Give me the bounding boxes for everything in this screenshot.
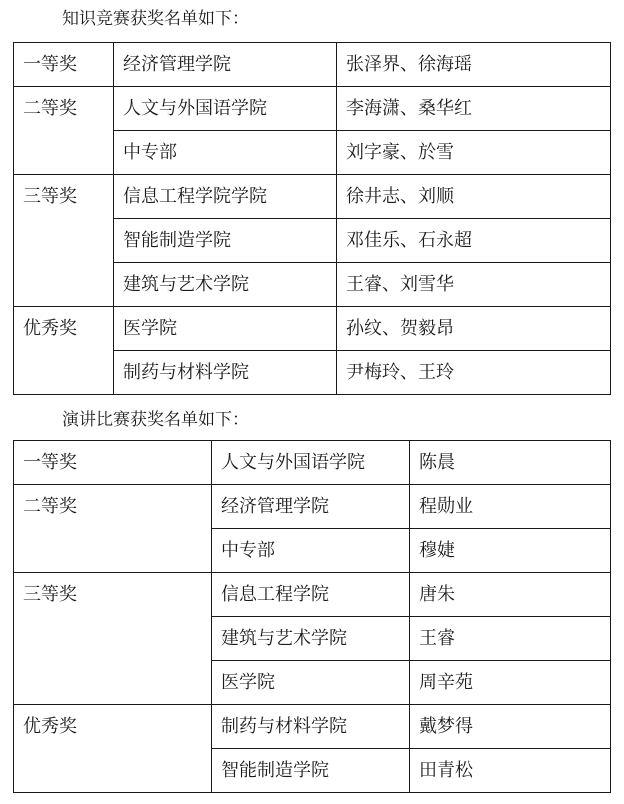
table-row bbox=[14, 87, 611, 131]
winners-cell: 唐朱 bbox=[410, 573, 611, 617]
knowledge-contest-heading: 知识竞赛获奖名单如下： bbox=[62, 9, 249, 29]
college-cell: 经济管理学院 bbox=[114, 43, 337, 87]
table-row bbox=[14, 485, 611, 529]
college-cell: 制药与材料学院 bbox=[114, 351, 337, 395]
rank-excellence-prize: 优秀奖 bbox=[14, 705, 212, 793]
winners-cell: 陈晨 bbox=[410, 441, 611, 485]
college-cell: 建筑与艺术学院 bbox=[212, 617, 410, 661]
knowledge-contest-table bbox=[13, 42, 611, 395]
college-cell: 人文与外国语学院 bbox=[212, 441, 410, 485]
winners-cell: 张泽界、徐海瑶 bbox=[337, 43, 611, 87]
winners-cell: 刘字豪、於雪 bbox=[337, 131, 611, 175]
college-cell: 信息工程学院学院 bbox=[114, 175, 337, 219]
college-cell: 医学院 bbox=[114, 307, 337, 351]
rank-third-prize: 三等奖 bbox=[14, 175, 114, 307]
winners-cell: 邓佳乐、石永超 bbox=[337, 219, 611, 263]
college-cell: 经济管理学院 bbox=[212, 485, 410, 529]
winners-cell: 周辛苑 bbox=[410, 661, 611, 705]
winners-cell: 戴梦得 bbox=[410, 705, 611, 749]
winners-cell: 王睿 bbox=[410, 617, 611, 661]
college-cell: 中专部 bbox=[212, 529, 410, 573]
college-cell: 中专部 bbox=[114, 131, 337, 175]
college-cell: 智能制造学院 bbox=[212, 749, 410, 793]
table-row bbox=[14, 175, 611, 219]
table-row bbox=[14, 43, 611, 87]
rank-first-prize: 一等奖 bbox=[14, 441, 212, 485]
rank-excellence-prize: 优秀奖 bbox=[14, 307, 114, 395]
college-cell: 医学院 bbox=[212, 661, 410, 705]
college-cell: 制药与材料学院 bbox=[212, 705, 410, 749]
table-row bbox=[14, 307, 611, 351]
winners-cell: 李海潇、桑华红 bbox=[337, 87, 611, 131]
winners-cell: 穆婕 bbox=[410, 529, 611, 573]
college-cell: 建筑与艺术学院 bbox=[114, 263, 337, 307]
college-cell: 智能制造学院 bbox=[114, 219, 337, 263]
winners-cell: 王睿、刘雪华 bbox=[337, 263, 611, 307]
winners-cell: 尹梅玲、王玲 bbox=[337, 351, 611, 395]
speech-contest-table bbox=[13, 440, 611, 793]
table-row bbox=[14, 705, 611, 749]
speech-contest-heading: 演讲比赛获奖名单如下： bbox=[62, 410, 249, 430]
college-cell: 人文与外国语学院 bbox=[114, 87, 337, 131]
winners-cell: 程勋业 bbox=[410, 485, 611, 529]
rank-second-prize: 二等奖 bbox=[14, 87, 114, 175]
table-row bbox=[14, 441, 611, 485]
rank-second-prize: 二等奖 bbox=[14, 485, 212, 573]
college-cell: 信息工程学院 bbox=[212, 573, 410, 617]
rank-first-prize: 一等奖 bbox=[14, 43, 114, 87]
winners-cell: 田青松 bbox=[410, 749, 611, 793]
winners-cell: 徐井志、刘顺 bbox=[337, 175, 611, 219]
rank-third-prize: 三等奖 bbox=[14, 573, 212, 705]
table-row bbox=[14, 573, 611, 617]
winners-cell: 孙纹、贺毅昂 bbox=[337, 307, 611, 351]
